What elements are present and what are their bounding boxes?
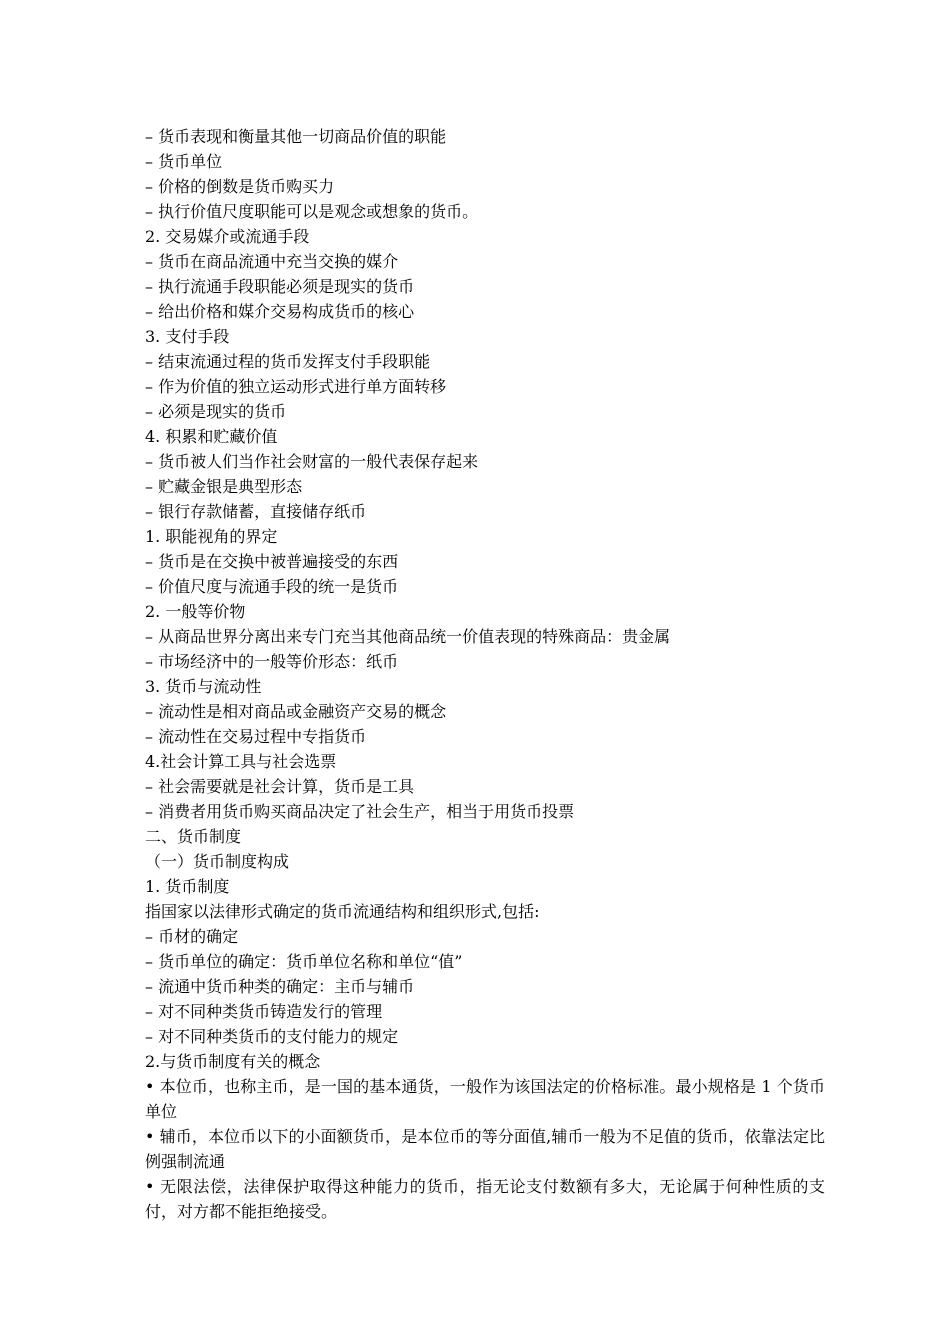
bullet-item: • 辅币，本位币以下的小面额货币，是本位币的等分面值,辅币一般为不足值的货币，依靠法定比例强制流通 <box>145 1127 825 1171</box>
section-heading: 2. 一般等价物 <box>145 602 246 621</box>
text-line: – 对不同种类货币的支付能力的规定 <box>145 1027 399 1046</box>
section-heading: 2. 交易媒介或流通手段 <box>145 227 310 246</box>
section-heading: 4. 积累和贮藏价值 <box>145 427 278 446</box>
document-body <box>145 124 825 1224</box>
section-heading: 2.与货币制度有关的概念 <box>145 1052 321 1071</box>
text-line: – 对不同种类货币铸造发行的管理 <box>145 1002 383 1021</box>
text-line: – 货币在商品流通中充当交换的媒介 <box>145 252 399 271</box>
bullet-item: • 本位币，也称主币，是一国的基本通货，一般作为该国法定的价格标准。最小规格是 1 个货币单位 <box>145 1077 825 1121</box>
section-heading: 1. 货币制度 <box>145 877 230 896</box>
text-line: – 银行存款储蓄，直接储存纸币 <box>145 502 367 521</box>
bullet-item: • 无限法偿，法律保护取得这种能力的货币，指无论支付数额有多大，无论属于何种性质的支付，对方都不能拒绝接受。 <box>145 1177 825 1221</box>
text-line: – 必须是现实的货币 <box>145 402 287 421</box>
text-line: – 流通中货币种类的确定：主币与辅币 <box>145 977 415 996</box>
subsection-heading: （一）货币制度构成 <box>145 852 290 871</box>
text-line: – 货币单位的确定：货币单位名称和单位“值” <box>145 952 463 971</box>
text-line: – 消费者用货币购买商品决定了社会生产，相当于用货币投票 <box>145 802 575 821</box>
text-line: – 结束流通过程的货币发挥支付手段职能 <box>145 352 431 371</box>
text-line: – 流动性是相对商品或金融资产交易的概念 <box>145 702 447 721</box>
section-heading: 1. 职能视角的界定 <box>145 527 278 546</box>
text-line: – 价格的倒数是货币购买力 <box>145 177 335 196</box>
text-line: – 执行价值尺度职能可以是观念或想象的货币。 <box>145 202 479 221</box>
text-line: – 货币被人们当作社会财富的一般代表保存起来 <box>145 452 479 471</box>
text-line: – 作为价值的独立运动形式进行单方面转移 <box>145 377 447 396</box>
text-line: – 执行流通手段职能必须是现实的货币 <box>145 277 415 296</box>
text-line: – 贮藏金银是典型形态 <box>145 477 303 496</box>
text-line: – 从商品世界分离出来专门充当其他商品统一价值表现的特殊商品：贵金属 <box>145 627 671 646</box>
text-line: – 币材的确定 <box>145 927 239 946</box>
text-line: – 市场经济中的一般等价形态：纸币 <box>145 652 399 671</box>
section-heading: 3. 支付手段 <box>145 327 230 346</box>
paragraph: 指国家以法律形式确定的货币流通结构和组织形式,包括: <box>145 902 540 921</box>
text-line: – 货币单位 <box>145 152 223 171</box>
section-heading: 4.社会计算工具与社会选票 <box>145 752 337 771</box>
text-line: – 价值尺度与流通手段的统一是货币 <box>145 577 399 596</box>
text-line: – 货币是在交换中被普遍接受的东西 <box>145 552 399 571</box>
text-line: – 流动性在交易过程中专指货币 <box>145 727 367 746</box>
text-line: – 货币表现和衡量其他一切商品价值的职能 <box>145 127 447 146</box>
text-line: – 给出价格和媒介交易构成货币的核心 <box>145 302 415 321</box>
chapter-heading: 二、货币制度 <box>145 827 242 846</box>
section-heading: 3. 货币与流动性 <box>145 677 262 696</box>
text-line: – 社会需要就是社会计算，货币是工具 <box>145 777 415 796</box>
